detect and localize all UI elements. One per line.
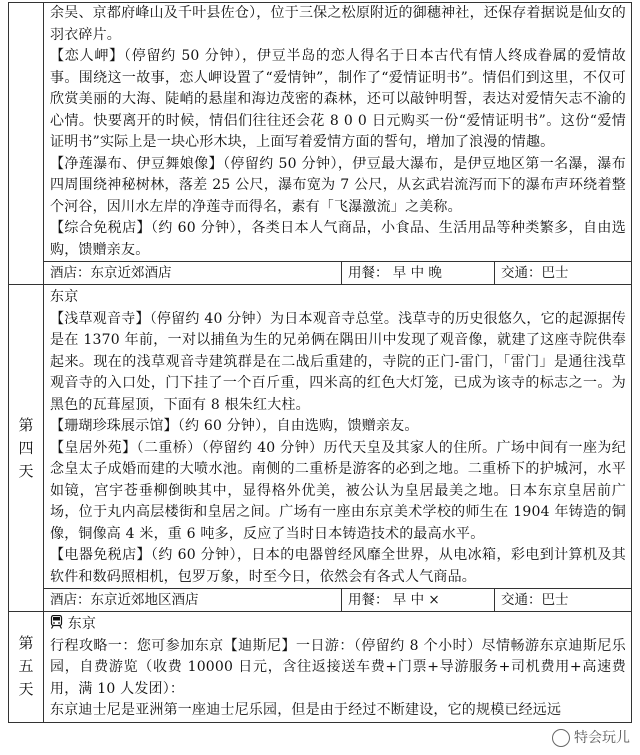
day5-city: 东京 — [67, 616, 97, 632]
day4-paragraph-3: 【皇居外苑】（二重桥）（停留约 40 分钟）历代天皇及其家人的住所。广场中间有一座为纪念皇太子成婚而建的大喷水池。南侧的二重桥是游客的必到之地。二重桥下的护城河，水平如镜，宫宇苍垂柳倒映其中，显得格外优美，被公认为皇居最美之地。日本东京皇居前广场，位于丸内高层楼街和皇居之间。广场有一座由东京美术学校的师生在 1904 年铸造的铜像，铜像高 4 米，重 6 吨多，反应了当时日本铸造技术的最高水平。 — [50, 439, 626, 542]
day4-label-char-2: 四 — [18, 438, 34, 457]
day5-content — [44, 612, 632, 723]
day3-paragraph-1: 余吴、京都府峰山及千叶县佐仓），位于三保之松原附近的御穗神社，还保存着据说是仙女的羽衣碎片。 — [50, 5, 626, 43]
day3-paragraph-2: 【恋人岬】（停留约 50 分钟），伊豆半岛的恋人得名于日本古代有情人终成眷属的爱情故事。围绕这一故事，恋人岬设置了“爱情钟”，制作了“爱情证明书”。情侣们到这里，不仅可欣赏美丽的大海、陡峭的悬崖和海边茂密的森林，还可以敲钟明誓，表达对爱情矢志不渝的心情。快要离开的时候，情侣们往往还会花 8 0 0 日元购买一份“爱情证明书”。这份“爱情证明书”实际上是一块心形木块，上面写着爱情方面的誓句，增加了浪漫的情趣。 — [50, 48, 626, 150]
day5-label-cell — [9, 612, 44, 723]
itinerary-sheet — [8, 2, 632, 723]
wechat-icon — [552, 729, 570, 747]
day3-paragraph-3: 【净莲瀑布、伊豆舞娘像】（停留约 50 分钟），伊豆最大瀑布，是伊豆地区第一名瀑，瀑布四周围绕神秘树林，落差 25 公尺，瀑布宽为 7 公尺，从玄武岩流泻而下的瀑布声环绕着整个河谷，因川水左岸的净莲寺而得名，素有「飞瀑激流」之美称。 — [50, 155, 626, 215]
itinerary-table — [8, 2, 632, 723]
day4-row — [9, 285, 632, 612]
day4-label-char-1: 第 — [18, 415, 34, 434]
day3-label-cell — [9, 3, 44, 285]
day4-paragraph-2: 【珊瑚珍珠展示馆】（约 60 分钟），自由选购，馈赠亲友。 — [50, 418, 419, 434]
day5-label-char-2: 五 — [18, 657, 34, 676]
day5-row — [9, 612, 632, 723]
day4-label-char-3: 天 — [18, 461, 34, 480]
day3-footer — [44, 261, 631, 284]
day4-content — [44, 285, 632, 612]
day3-row — [9, 3, 632, 285]
day3-paragraph-4: 【综合免税店】（约 60 分钟），各类日本人气商品，小食品、生活用品等种类繁多，自由选购，馈赠亲友。 — [50, 220, 626, 258]
day5-label-char-3: 天 — [18, 680, 34, 699]
day4-footer — [44, 588, 631, 611]
day4-hotel: 酒店：东京近郊地区酒店 — [44, 589, 342, 611]
watermark-text: 特会玩儿 — [574, 730, 630, 746]
day5-label-char-1: 第 — [18, 634, 34, 653]
watermark — [552, 727, 630, 747]
day3-hotel: 酒店：东京近郊酒店 — [44, 262, 342, 284]
day5-city-line — [50, 614, 626, 636]
train-icon — [50, 616, 68, 632]
day4-transport: 交通：巴士 — [501, 592, 569, 608]
day4-paragraph-4: 【电器免税店】（约 60 分钟），日本的电器曾经风靡全世界，从电冰箱，彩电到计算机及其软件和数码照相机，包罗万象，时至今日，依然会有各式人气商品。 — [50, 547, 626, 585]
day3-content — [44, 3, 632, 285]
day5-paragraph-1: 行程攻略一：您可参加东京【迪斯尼】一日游：（停留约 8 个小时）尽情畅游东京迪斯尼乐园，自费游览（收费 10000 日元，含往返接送车费+门票+导游服务+司机费用+高速费用，满 10 人发团）： — [50, 637, 626, 697]
day4-label-cell — [9, 285, 44, 612]
day4-paragraph-1: 【浅草观音寺】（停留约 40 分钟）为日本观音寺总堂。浅草寺的历史很悠久，它的起源据传是在 1370 年前，一对以捕鱼为生的兄弟俩在隅田川中发现了观音像，就建了这座寺院供奉起来。现在的浅草观音寺建筑群是在二战后重建的，寺院的正门-雷门，「雷门」是通往浅草观音寺的入口处，门下挂了一个百斤重，四米高的红色大灯笼，已成为该寺的标志之一。为黑色的瓦葺屋顶，下面有 8 根朱红大柱。 — [50, 310, 626, 413]
day5-paragraph-2: 东京迪士尼是亚洲第一座迪士尼乐园，但是由于经过不断建设，它的规模已经远远 — [50, 702, 562, 718]
day4-meal: 用餐： 早 中 × — [342, 589, 495, 611]
day3-transport: 交通：巴士 — [501, 265, 569, 281]
day4-city: 东京 — [50, 289, 79, 305]
day3-meal: 用餐： 早 中 晚 — [342, 262, 495, 284]
